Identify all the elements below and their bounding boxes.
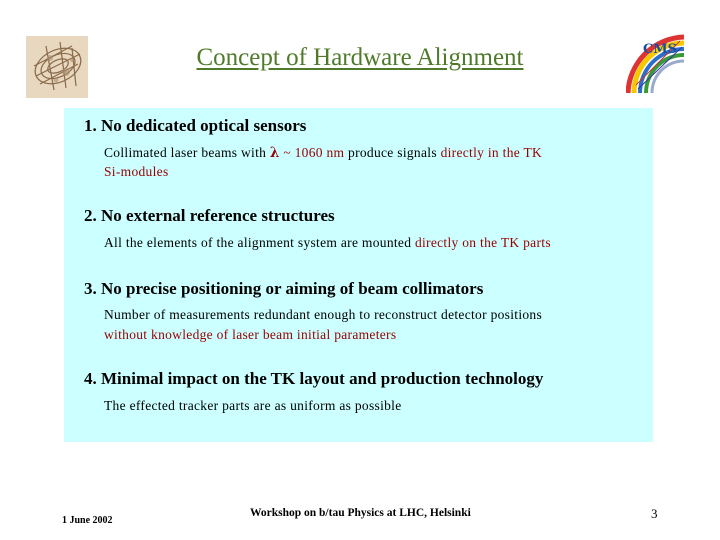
cms-logo-text: CMS bbox=[642, 42, 678, 57]
point-heading: 3. No precise positioning or aiming of beam collimators bbox=[84, 279, 484, 298]
detail-text: without knowledge of laser beam initial parameters bbox=[104, 327, 397, 342]
point-heading: 1. No dedicated optical sensors bbox=[84, 116, 307, 135]
detail-text: directly on the TK parts bbox=[414, 235, 551, 250]
point-detail-line bbox=[104, 162, 169, 181]
point-heading: 4. Minimal impact on the TK layout and production technology bbox=[84, 369, 544, 388]
point-heading: 2. No external reference structures bbox=[84, 206, 335, 225]
point-detail-line bbox=[104, 143, 542, 163]
detail-text: ~ 1060 nm bbox=[279, 145, 345, 160]
detail-text: Si-modules bbox=[104, 164, 169, 179]
detail-text: Number of measurements redundant enough to reconstruct detector positions bbox=[104, 307, 543, 322]
detail-text: The effected tracker parts are as uniform as possible bbox=[104, 398, 402, 413]
footer-date: 1 June 2002 bbox=[62, 515, 113, 526]
point-detail-line bbox=[104, 396, 402, 415]
slide-title: Concept of Hardware Alignment bbox=[196, 44, 524, 71]
detail-text: All the elements of the alignment system are mounted bbox=[104, 235, 415, 250]
detail-text: Collimated laser beams with bbox=[104, 145, 270, 160]
point-detail-line bbox=[104, 233, 551, 252]
detail-text: directly in the TK bbox=[440, 145, 543, 160]
footer-event: Workshop on b/tau Physics at LHC, Helsinki bbox=[250, 507, 471, 519]
page-number: 3 bbox=[651, 506, 658, 521]
detail-text: produce signals bbox=[344, 145, 441, 160]
point-detail-line bbox=[104, 305, 542, 324]
lambda-symbol: λ bbox=[269, 145, 280, 161]
point-detail-line bbox=[104, 325, 396, 344]
